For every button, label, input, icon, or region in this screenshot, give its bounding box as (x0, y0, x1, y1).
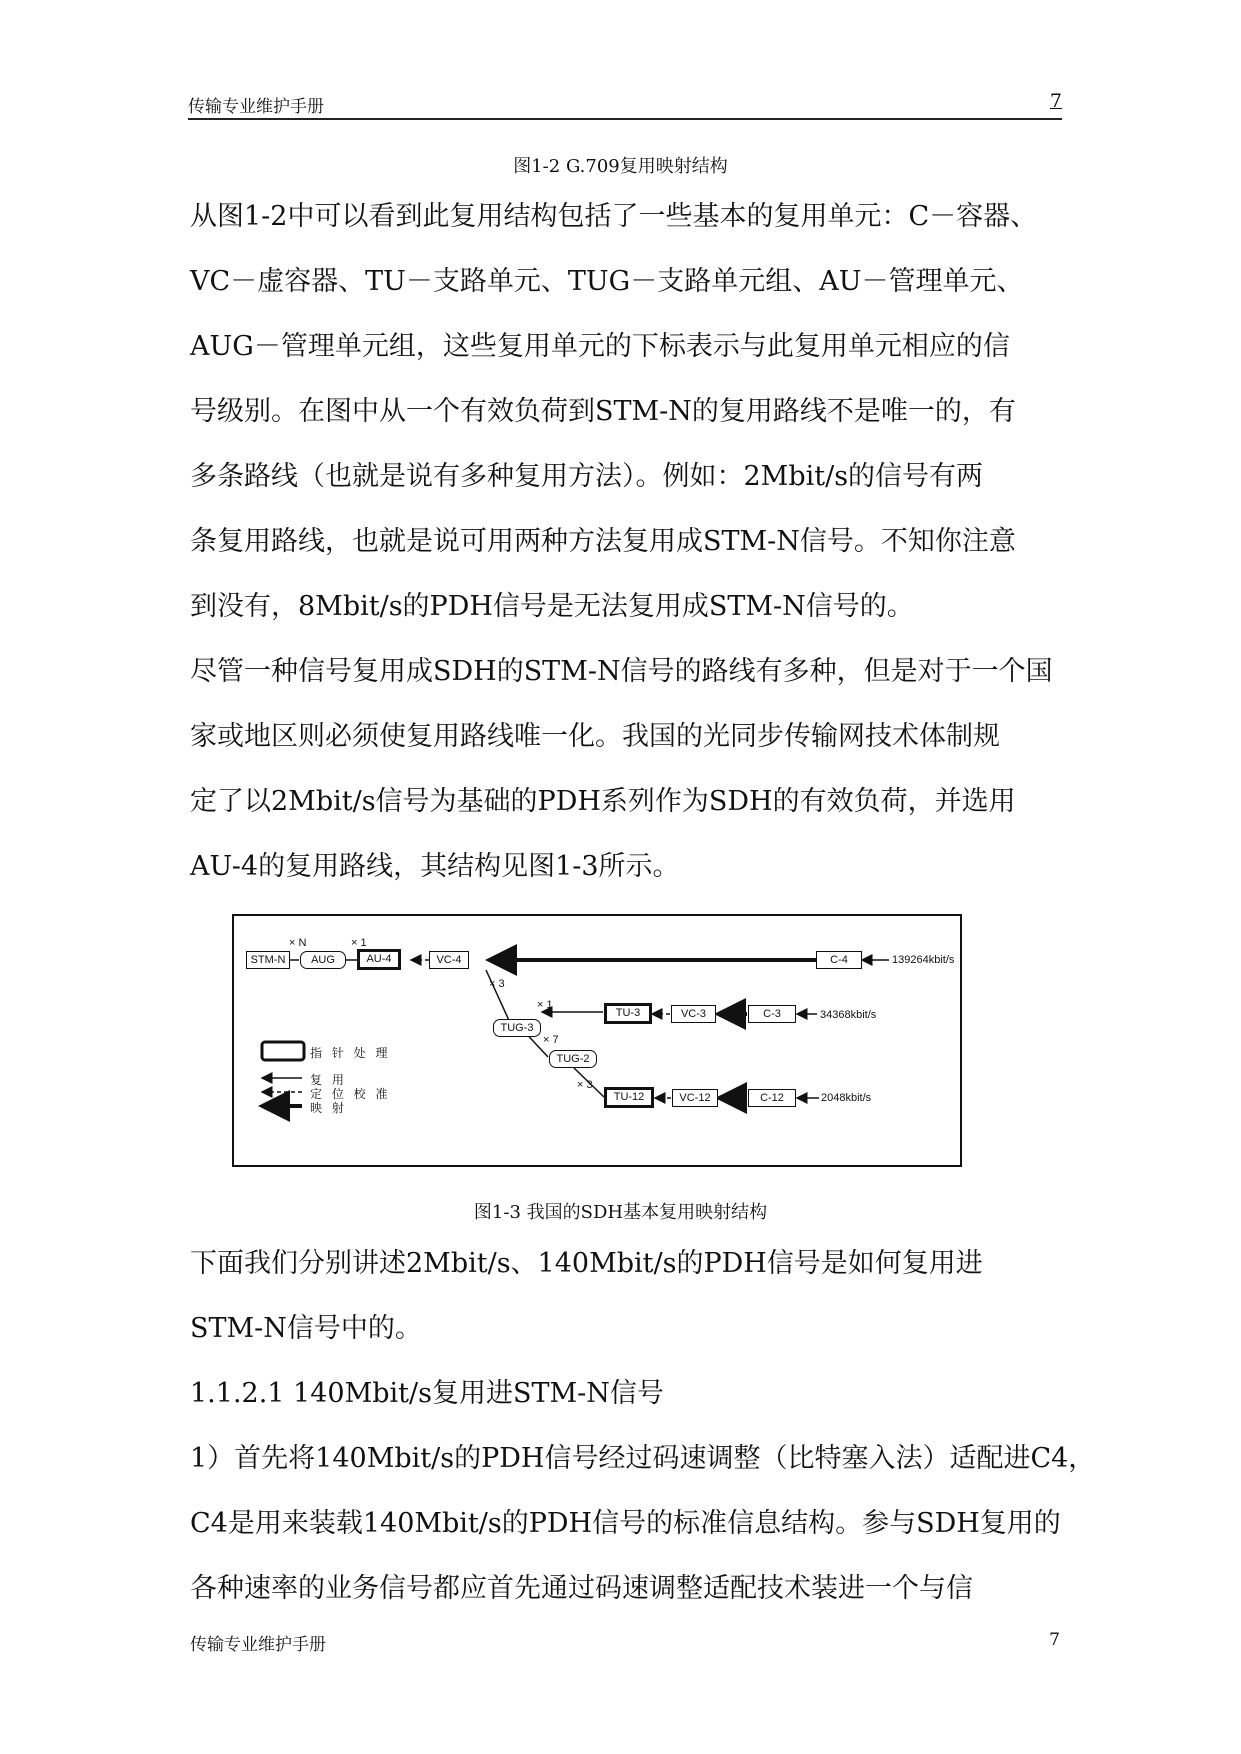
paragraph-line: 尽管一种信号复用成SDH的STM-N信号的路线有多种，但是对于一个国 (190, 656, 1053, 687)
stm-n-box: STM-N (246, 951, 290, 969)
paragraph-line: STM-N信号中的。 (190, 1313, 422, 1344)
aug-multiplier: × N (289, 937, 307, 949)
c12-box: C-12 (748, 1089, 796, 1107)
vc4-box: VC-4 (429, 951, 469, 969)
page-footer (190, 1630, 1060, 1655)
figure-1-2-caption: 图1-2 G.709复用映射结构 (513, 156, 728, 177)
paragraph-line: C4是用来装载140Mbit/s的PDH信号的标准信息结构。参与SDH复用的 (190, 1508, 1061, 1539)
au4-box: AU-4 (357, 949, 401, 970)
c12-rate-label: 2048kbit/s (821, 1092, 872, 1104)
paragraph-line: 定了以2Mbit/s信号为基础的PDH系列作为SDH的有效负荷，并选用 (190, 786, 1016, 817)
legend-mapping-label: 映 射 (310, 1101, 347, 1115)
c3-rate-label: 34368kbit/s (820, 1009, 877, 1021)
tug3-box: TUG-3 (493, 1019, 541, 1037)
paragraph-line: 到没有，8Mbit/s的PDH信号是无法复用成STM-N信号的。 (190, 591, 914, 622)
legend-pointer-symbol (262, 1042, 304, 1060)
c4-box: C-4 (816, 951, 862, 969)
vc3-box: VC-3 (671, 1005, 716, 1023)
multiplex-structure-figure (232, 914, 962, 1167)
figure-1-3-caption: 图1-3 我国的SDH基本复用映射结构 (473, 1202, 768, 1223)
paragraph-line: 各种速率的业务信号都应首先通过码速调整适配技术装进一个与信 (190, 1573, 973, 1604)
paragraph-line: 多条路线（也就是说有多种复用方法）。例如：2Mbit/s的信号有两 (190, 461, 984, 492)
tug2-multiplier: × 7 (543, 1034, 559, 1046)
footer-title: 传输专业维护手册 (190, 1635, 326, 1655)
tu3-box: TU-3 (604, 1003, 652, 1024)
paragraph-line: 从图1-2中可以看到此复用结构包括了一些基本的复用单元：C－容器、 (190, 201, 1038, 232)
section-heading: 1.1.2.1 140Mbit/s复用进STM-N信号 (190, 1378, 664, 1409)
aug-box: AUG (300, 951, 346, 969)
paragraph-line: 条复用路线，也就是说可用两种方法复用成STM-N信号。不知你注意 (190, 526, 1016, 557)
tu12-multiplier: × 3 (577, 1079, 593, 1091)
paragraph-line: 下面我们分别讲述2Mbit/s、140Mbit/s的PDH信号是如何复用进 (190, 1248, 983, 1279)
vc12-box: VC-12 (672, 1089, 718, 1107)
paragraph-line: AUG－管理单元组，这些复用单元的下标表示与此复用单元相应的信 (190, 331, 1010, 362)
tu3-multiplier: × 1 (537, 999, 553, 1011)
footer-page-number: 7 (1049, 1630, 1060, 1650)
paragraph-line: VC－虚容器、TU－支路单元、TUG－支路单元组、AU－管理单元、 (190, 266, 1024, 297)
legend-align-label: 定 位 校 准 (310, 1087, 391, 1101)
paragraph-line: 1）首先将140Mbit/s的PDH信号经过码速调整（比特塞入法）适配进C4， (190, 1443, 1096, 1474)
c4-rate-label: 139264kbit/s (892, 954, 955, 966)
c3-box: C-3 (748, 1005, 796, 1023)
legend-pointer-label: 指 针 处 理 (310, 1046, 391, 1060)
tug3-multiplier: × 3 (489, 978, 505, 990)
page-header (188, 88, 1062, 120)
tu12-box: TU-12 (604, 1087, 654, 1108)
au4-multiplier: × 1 (351, 937, 367, 949)
header-page-number: 7 (1049, 90, 1062, 112)
paragraph-line: 家或地区则必须使复用路线唯一化。我国的光同步传输网技术体制规 (190, 721, 1000, 752)
header-title: 传输专业维护手册 (188, 97, 324, 117)
legend-multiplex-label: 复 用 (310, 1073, 347, 1087)
paragraph-line: AU-4的复用路线，其结构见图1-3所示。 (190, 851, 680, 882)
tug2-box: TUG-2 (549, 1050, 597, 1068)
paragraph-line: 号级别。在图中从一个有效负荷到STM-N的复用路线不是唯一的，有 (190, 396, 1016, 427)
